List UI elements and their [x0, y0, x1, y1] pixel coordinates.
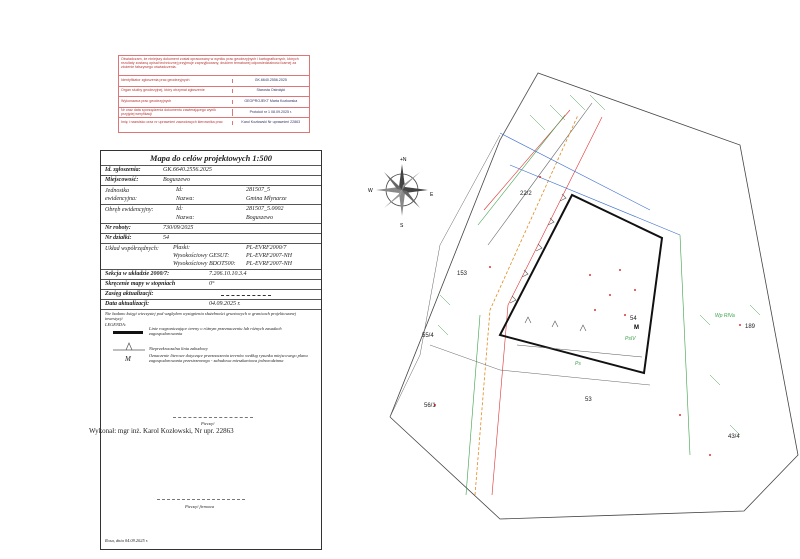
seal-label: Pieczęć [201, 421, 215, 426]
parcel-number: 56/1 [424, 403, 436, 409]
legend-item: Oznaczenie literowe dotyczące przeznaczenia terenów według rysunku miejscowego planu zagospodarowania przestrzennego - zabudowa mieszkaniowa jednorodzinna [149, 353, 308, 363]
h1-label: Wysokościowy GESUT: [173, 253, 230, 259]
h2-value: PL-EVRF2007-NH [246, 261, 292, 267]
parcel-number: 43/4 [728, 434, 740, 440]
firm-seal-label: Pieczęć firmowa [185, 504, 215, 509]
legend-item: Nieprzekraczalna linia zabudowy [149, 346, 208, 351]
stamp-row: Nr oraz data sporządzenia dokumentu zawierającego wynik przyjętej weryfikacji Protokół nr 1 08.09.2025 r. [119, 108, 309, 119]
stamp-row: Organ służby geodezyjnej, który otrzymał zgłoszenie Starosta Ostrołęki [119, 87, 309, 98]
date-label: Data aktualizacji: [105, 301, 150, 307]
parcel-label: Nr działki: [105, 235, 132, 241]
boundary-line-symbol [113, 331, 143, 334]
compass-e: E [430, 192, 434, 198]
land-class-label: Wp RIVa [715, 313, 735, 319]
obreb-label: Obręb ewidencyjny: [105, 207, 154, 213]
parcel-number: 55/4 [422, 333, 434, 339]
note: Nie badano księgi wieczystej pod względem wystąpienia służebności gruntowych w granicach projektowanej inwestycji [105, 311, 296, 321]
compass-w: W [368, 188, 373, 194]
parcel-number: 54 [630, 316, 637, 322]
performer: Wykonał: mgr inż. Karol Kozłowski, Nr upr. 22863 [89, 427, 234, 435]
parcel-number: 53 [585, 397, 592, 403]
parcel-value: 54 [163, 235, 169, 241]
work-label: Nr roboty: [105, 225, 131, 231]
map-title: Mapa do celów projektowych 1:500 [150, 154, 272, 163]
land-class-label: PsIV [625, 336, 636, 342]
rotation-label: Skręcenie mapy w stopniach [105, 281, 176, 287]
legend-symbol-m: M [125, 355, 131, 363]
unit-name-label: Nazwa: [176, 196, 195, 202]
parcel-number: 22/2 [520, 191, 532, 197]
obreb-id-label: Id: [176, 206, 183, 212]
building-line-symbol [113, 339, 145, 351]
id-label: Id. zgłoszenia: [105, 167, 141, 173]
stamp-row: Imię i nazwisko oraz nr uprawnień zawodowych kierownika prac Karol Kozłowski Nr uprawnień 22863 [121, 120, 301, 125]
map-drawing [380, 55, 800, 559]
legend-title: LEGENDA: [105, 322, 127, 327]
id-value: GK.6640.2556.2025 [163, 167, 212, 173]
obreb-name-value: Boguszewo [246, 215, 273, 221]
coord-label: Układ współrzędnych: [105, 246, 159, 252]
obreb-name-label: Nazwa: [176, 215, 195, 221]
date-value: 04.09.2025 r. [209, 301, 241, 307]
stamp-row: Wykonawca prac geodezyjnych GEOPROJEKT Marta Kozłowska [119, 97, 309, 108]
compass-s: S [400, 223, 404, 229]
place-label: Miejscowość: [105, 177, 139, 183]
unit-id-label: Id: [176, 187, 183, 193]
title-block [89, 150, 322, 550]
parcel-number: 153 [457, 271, 468, 277]
section-label: Sekcja w układzie 2000/7: [105, 271, 170, 277]
plan-label: Płaski: [173, 245, 190, 251]
place-value: Boguszewo [163, 177, 190, 183]
parcel-number: 189 [745, 324, 756, 330]
stamp-header: Oświadczam, że niniejszy dokument został opracowany w wyniku prac geodezyjnych i kartograficznych, których rezultaty zostaną opisał technicznej przyjmuje zaprzyjkowany, drukiem tematowej odpowiedzialności karnej za złożenie fałszywego oświadczenia. [119, 56, 309, 76]
obreb-id-value: 281507_5.0002 [246, 206, 284, 212]
unit-label: Jednostka ewidencyjna: [105, 188, 137, 202]
footer-date: Rosa, dnia 04.09.2025 r. [105, 538, 149, 543]
land-class-label: Ps [575, 361, 581, 367]
certification-stamp [118, 55, 310, 133]
compass-n: +N [400, 157, 407, 163]
h1-value: PL-EVRF2007-NH [246, 253, 292, 259]
update-label: Zasięg aktualizacji: [105, 291, 154, 297]
work-value: 730/09/2025 [163, 225, 194, 231]
plan-value: PL-EVRF2000/7 [246, 245, 287, 251]
rotation-value: 0° [209, 281, 215, 287]
h2-label: Wysokościowy BDOT500: [173, 261, 236, 267]
stamp-row: Identyfikator zgłoszenia prac geodezyjnych GK.6640.2556.2025 [119, 76, 309, 87]
legend-item: Linie rozgraniczające tereny o różnym przeznaczeniu lub różnych zasadach zagospodarowania [149, 326, 282, 336]
section-value: 7.206.10.10.3.4 [209, 271, 247, 277]
plan-symbol-m: M [634, 325, 639, 331]
unit-id-value: 281507_5 [246, 187, 270, 193]
unit-name-value: Gmina Młynarze [246, 196, 287, 202]
